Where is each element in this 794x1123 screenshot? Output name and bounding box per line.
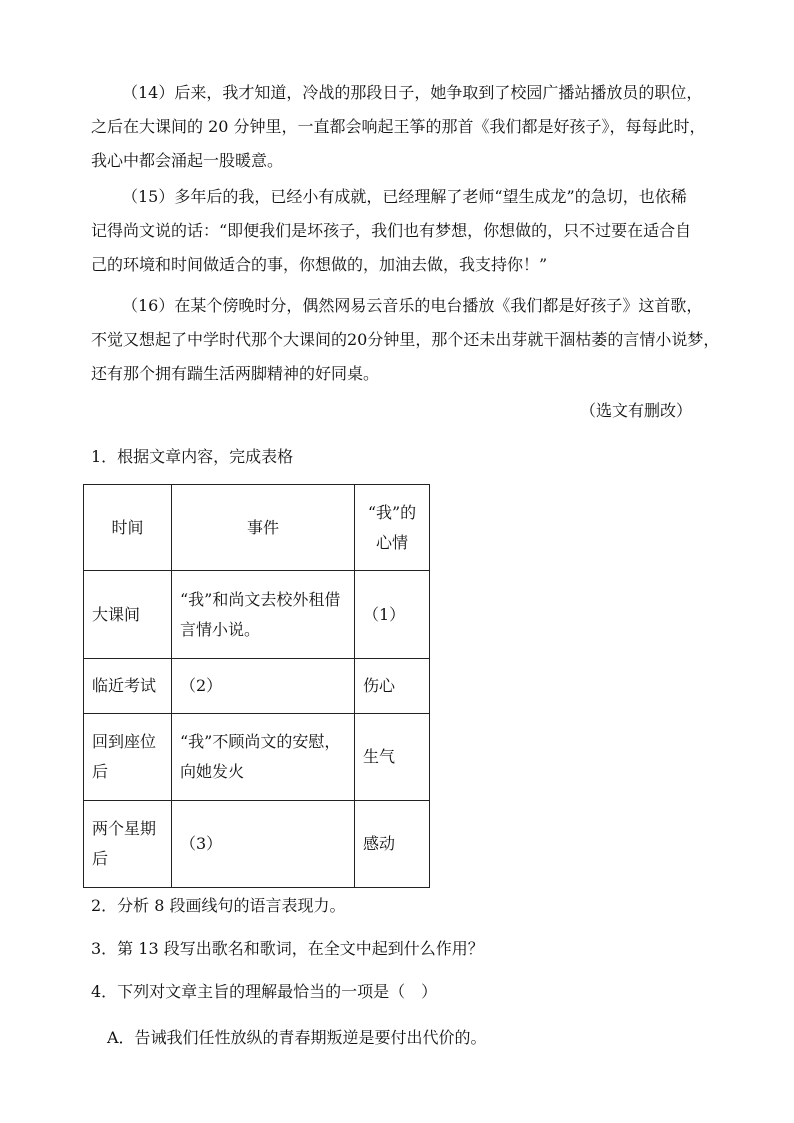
cell-mood: 感动 bbox=[355, 801, 430, 888]
cell-event: “我”和尚文去校外租借言情小说。 bbox=[172, 571, 355, 659]
header-event: 事件 bbox=[172, 485, 355, 571]
answer-table bbox=[83, 484, 430, 888]
header-mood: “我”的心情 bbox=[355, 485, 430, 571]
table-row bbox=[84, 571, 430, 659]
question-3: 3．第 13 段写出歌名和歌词，在全文中起到什么作用？ bbox=[91, 939, 484, 958]
cell-mood: （1） bbox=[355, 571, 430, 659]
cell-time: 临近考试 bbox=[84, 659, 172, 714]
table-row bbox=[84, 801, 430, 888]
paragraph-16: （16）在某个傍晚时分，偶然网易云音乐的电台播放《我们都是好孩子》这首歌， 不觉又想起了中学时代那个大课间的20分钟里，那个还未出芽就干涸枯萎的言情小说梦， 还有那个拥有踹生活两脚精神的好同桌。 bbox=[91, 296, 720, 383]
table-row bbox=[84, 714, 430, 801]
paragraph-15: （15）多年后的我，已经小有成就，已经理解了老师“望生成龙”的急切，也依稀 记得尚文说的话：“即便我们是坏孩子，我们也有梦想，你想做的，只不过要在适合自 己的环境和时间做适合的事，你想做的，加油去做，我支持你！” bbox=[91, 187, 692, 274]
option-a: A．告诫我们任性放纵的青春期叛逆是要付出代价的。 bbox=[107, 1028, 487, 1047]
cell-time: 大课间 bbox=[84, 571, 172, 659]
cell-event: （3） bbox=[172, 801, 355, 888]
cell-mood: 伤心 bbox=[355, 659, 430, 714]
table-row bbox=[84, 659, 430, 714]
header-time: 时间 bbox=[84, 485, 172, 571]
question-2: 2．分析 8 段画线句的语言表现力。 bbox=[91, 896, 346, 915]
table-header-row bbox=[84, 485, 430, 571]
source-note: （选文有删改） bbox=[579, 401, 692, 420]
cell-time: 两个星期后 bbox=[84, 801, 172, 888]
cell-event: （2） bbox=[172, 659, 355, 714]
question-1: 1．根据文章内容，完成表格 bbox=[91, 447, 294, 466]
question-4: 4．下列对文章主旨的理解最恰当的一项是（ ） bbox=[91, 982, 438, 1001]
cell-event: “我”不顾尚文的安慰，向她发火 bbox=[172, 714, 355, 801]
paragraph-14: （14）后来，我才知道，冷战的那段日子，她争取到了校园广播站播放员的职位， 之后在大课间的 20 分钟里，一直都会响起王筝的那首《我们都是好孩子》，每每此时， 我心中都会涌起一股暖意。 bbox=[91, 83, 706, 170]
cell-time: 回到座位后 bbox=[84, 714, 172, 801]
cell-mood: 生气 bbox=[355, 714, 430, 801]
